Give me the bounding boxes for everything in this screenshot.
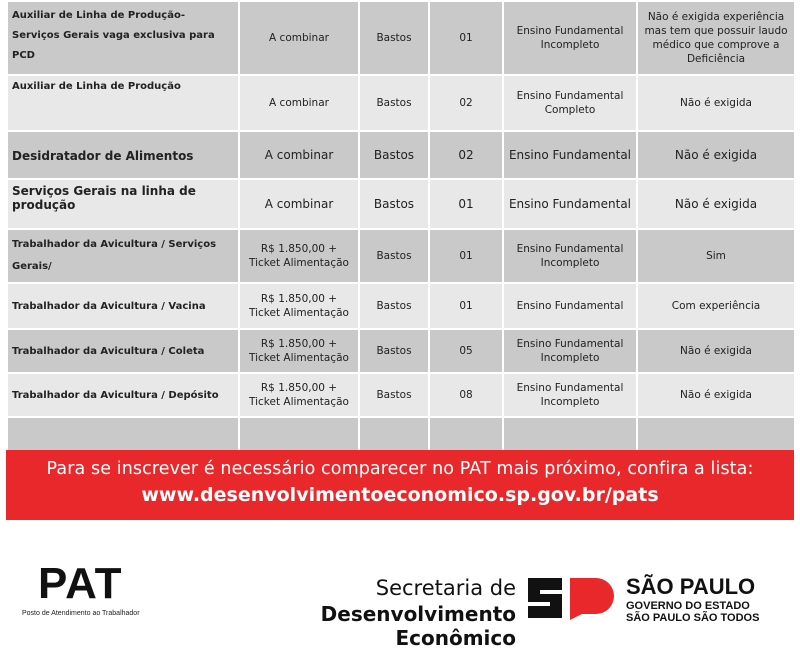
job-vacancies: 01 (430, 284, 502, 328)
job-role: Trabalhador da Avicultura / Serviços Gerais/ (8, 230, 238, 282)
secretaria-line1: Secretaria de (375, 576, 516, 600)
job-city: Bastos (360, 2, 428, 74)
pat-logo-subtitle: Posto de Atendimento ao Trabalhador (22, 610, 140, 617)
table-row (8, 284, 794, 328)
job-experience: Não é exigida (638, 76, 794, 130)
job-role: Trabalhador da Avicultura / Coleta (8, 330, 238, 372)
job-experience: Sim (638, 230, 794, 282)
sp-subtitle: GOVERNO DO ESTADO (626, 600, 750, 612)
job-table-container (6, 0, 794, 430)
job-salary: A combinar (240, 76, 358, 130)
pat-logo (22, 559, 140, 617)
banner-instructions: Para se inscrever é necessário comparecer no PAT mais próximo, confira a lista: (46, 459, 754, 479)
job-city: Bastos (360, 230, 428, 282)
job-education: Ensino Fundamental Completo (504, 76, 636, 130)
job-salary: A combinar (240, 180, 358, 228)
table-row (8, 180, 794, 228)
job-vacancies: 01 (430, 180, 502, 228)
job-city: Bastos (360, 330, 428, 372)
footer (0, 540, 800, 654)
job-role: Serviços Gerais na linha de produção (8, 180, 238, 228)
job-education: Ensino Fundamental Incompleto (504, 374, 636, 416)
job-city: Bastos (360, 76, 428, 130)
secretaria-line2: Desenvolvimento Econômico (320, 602, 516, 650)
table-row (8, 330, 794, 372)
job-education: Ensino Fundamental (504, 180, 636, 228)
job-role: Trabalhador da Avicultura / Depósito (8, 374, 238, 416)
job-listings-table (6, 0, 796, 460)
sp-logo-icon (524, 574, 618, 626)
job-experience: Não é exigida (638, 132, 794, 178)
job-experience: Com experiência (638, 284, 794, 328)
job-salary: R$ 1.850,00 + Ticket Alimentação (240, 374, 358, 416)
job-salary: R$ 1.850,00 + Ticket Alimentação (240, 330, 358, 372)
job-experience: Não é exigida (638, 374, 794, 416)
sp-government-logo (626, 576, 759, 624)
job-salary: R$ 1.850,00 + Ticket Alimentação (240, 284, 358, 328)
table-row (8, 230, 794, 282)
job-education: Ensino Fundamental Incompleto (504, 330, 636, 372)
job-education: Ensino Fundamental Incompleto (504, 230, 636, 282)
table-row (8, 76, 794, 130)
job-salary: A combinar (240, 2, 358, 74)
banner-url-link[interactable]: www.desenvolvimentoeconomico.sp.gov.br/pats (141, 484, 659, 506)
job-education: Ensino Fundamental (504, 284, 636, 328)
job-role: Auxiliar de Linha de Produção (8, 76, 238, 130)
job-vacancies: 02 (430, 132, 502, 178)
table-row (8, 132, 794, 178)
job-salary: A combinar (240, 132, 358, 178)
job-experience: Não é exigida experiência mas tem que possuir laudo médico que comprove a Deficiência (638, 2, 794, 74)
job-salary: R$ 1.850,00 + Ticket Alimentação (240, 230, 358, 282)
job-role: Auxiliar de Linha de Produção- Serviços Gerais vaga exclusiva para PCD (8, 2, 238, 74)
sp-title: SÃO PAULO (626, 574, 756, 599)
job-city: Bastos (360, 180, 428, 228)
job-vacancies: 05 (430, 330, 502, 372)
job-city: Bastos (360, 132, 428, 178)
job-vacancies: 08 (430, 374, 502, 416)
sp-slogan: SÃO PAULO SÃO TODOS (626, 612, 760, 624)
job-education: Ensino Fundamental (504, 132, 636, 178)
table-row (8, 2, 794, 74)
secretaria-logo-text (200, 576, 516, 650)
job-vacancies: 02 (430, 76, 502, 130)
job-city: Bastos (360, 284, 428, 328)
job-vacancies: 01 (430, 2, 502, 74)
job-role: Desidratador de Alimentos (8, 132, 238, 178)
job-education: Ensino Fundamental Incompleto (504, 2, 636, 74)
table-row (8, 374, 794, 416)
job-experience: Não é exigida (638, 330, 794, 372)
job-city: Bastos (360, 374, 428, 416)
job-role: Trabalhador da Avicultura / Vacina (8, 284, 238, 328)
registration-banner (6, 450, 794, 520)
pat-logo-title: PAT (38, 559, 123, 608)
job-experience: Não é exigida (638, 180, 794, 228)
job-vacancies: 01 (430, 230, 502, 282)
